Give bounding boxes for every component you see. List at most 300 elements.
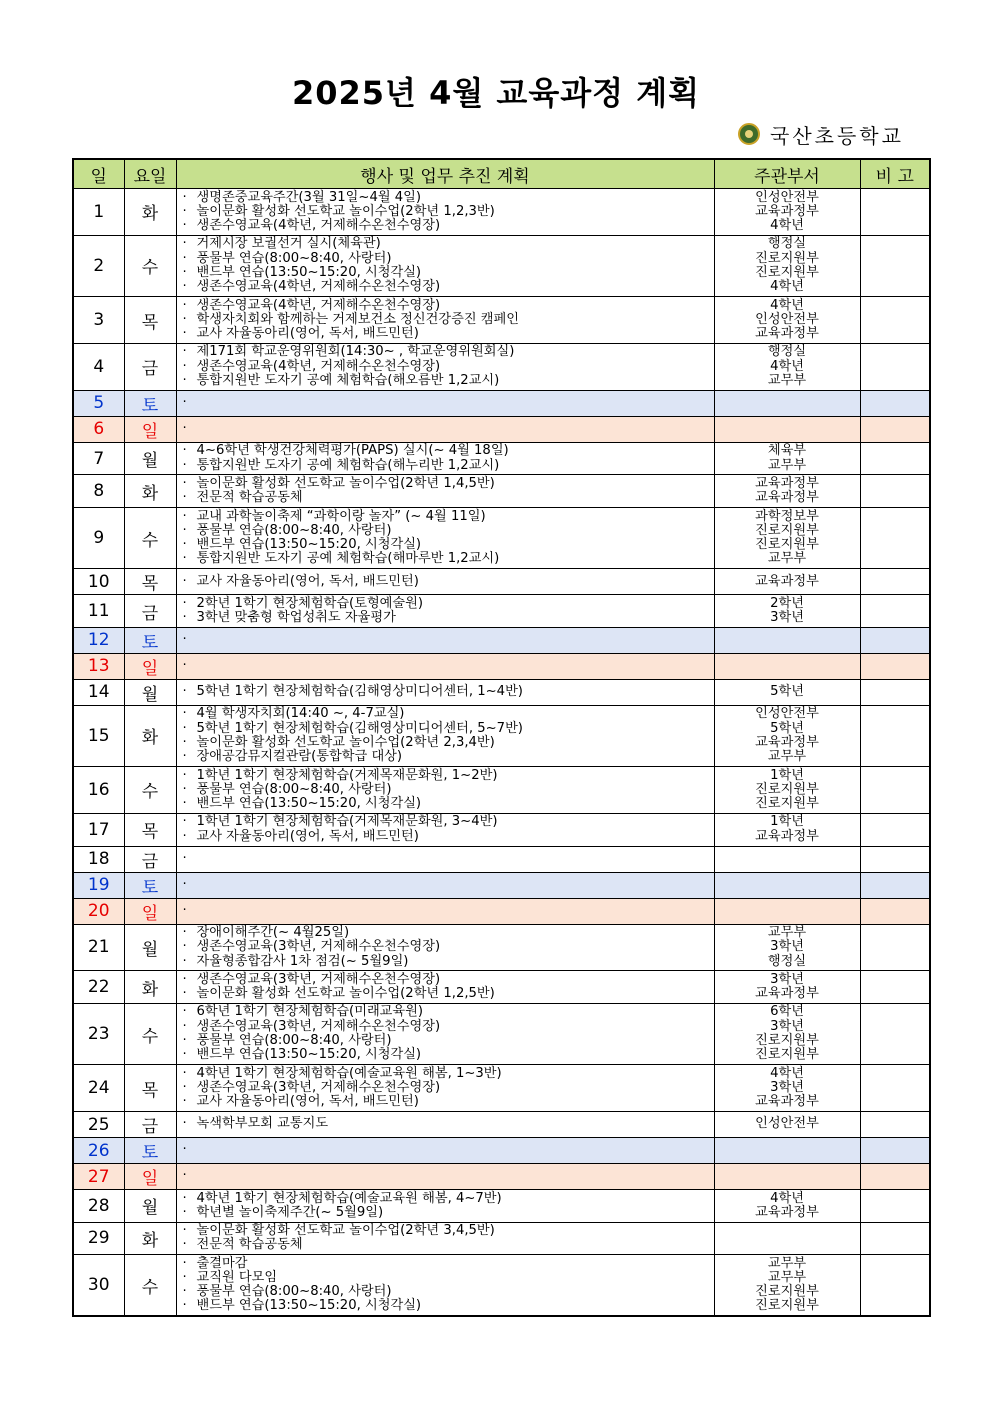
- weekday-cell: 토: [124, 390, 176, 416]
- events-cell: [176, 508, 714, 569]
- department-cell: [714, 416, 860, 442]
- note-cell: [860, 898, 930, 924]
- day-cell: 1: [73, 189, 124, 236]
- events-cell: [176, 627, 714, 653]
- department-item: 교육과정부: [755, 828, 819, 844]
- events-cell: [176, 595, 714, 628]
- day-cell: 9: [73, 508, 124, 569]
- note-cell: [860, 1164, 930, 1190]
- department-cell: [714, 1112, 860, 1138]
- event-item: · 5학년 1학기 현장체험학습(김해영상미디어센터, 1~4반): [183, 685, 714, 699]
- department-item: [715, 1238, 860, 1252]
- weekday-cell: 월: [124, 1190, 176, 1223]
- department-item: 행정실: [767, 344, 807, 360]
- department-item: 진로지원부: [755, 796, 819, 812]
- table-row: [73, 1255, 930, 1316]
- department-item: 교무부: [767, 551, 807, 567]
- department-cell: [714, 1255, 860, 1316]
- event-item: [183, 1143, 714, 1157]
- note-cell: [860, 442, 930, 475]
- school-emblem-icon: [738, 123, 760, 145]
- note-cell: [860, 297, 930, 344]
- event-item: · 1학년 1학기 현장체험학습(거제목재문화원, 1~2반): [183, 769, 714, 783]
- day-cell: 23: [73, 1003, 124, 1064]
- day-cell: 17: [73, 813, 124, 846]
- day-cell: 27: [73, 1164, 124, 1190]
- events-cell: [176, 705, 714, 766]
- table-row: [73, 1065, 930, 1112]
- events-cell: [176, 235, 714, 296]
- event-item: · 통합지원반 도자기 공예 체험학습(해오름반 1,2교시): [183, 374, 714, 388]
- department-cell: [714, 442, 860, 475]
- event-item: · 풍물부 연습(8:00~8:40, 사랑터): [183, 252, 714, 266]
- event-item: · 밴드부 연습(13:50~15:20, 시청각실): [183, 266, 714, 280]
- department-item: [715, 1143, 860, 1157]
- department-item: 1학년: [770, 814, 804, 830]
- table-row: [73, 924, 930, 971]
- department-item: 6학년: [770, 1004, 804, 1020]
- event-item: · 교내 과학놀이축제 “과학이랑 놀자” (~ 4월 11일): [183, 510, 714, 524]
- events-cell: [176, 924, 714, 971]
- event-item: · 생존수영교육(4학년, 거제해수온천수영장): [183, 299, 714, 313]
- department-item: 진로지원부: [755, 1284, 819, 1300]
- department-item: 체육부: [767, 443, 807, 459]
- event-item: · 생존수영교육(4학년, 거제해수온천수영장): [183, 360, 714, 374]
- weekday-cell: 수: [124, 235, 176, 296]
- department-item: 4학년: [770, 1190, 804, 1206]
- table-row: [73, 1003, 930, 1064]
- department-item: 3학년: [770, 939, 804, 955]
- department-cell: [714, 1138, 860, 1164]
- day-cell: 6: [73, 416, 124, 442]
- table-row: [73, 1222, 930, 1255]
- events-cell: [176, 1222, 714, 1255]
- event-item: · 통합지원반 도자기 공예 체험학습(해누리반 1,2교시): [183, 459, 714, 473]
- department-cell: [714, 189, 860, 236]
- event-item: · 놀이문화 활성화 선도학교 놀이수업(2학년 1,4,5반): [183, 477, 714, 491]
- note-cell: [860, 1065, 930, 1112]
- event-item: [183, 659, 714, 673]
- event-item: [183, 633, 714, 647]
- weekday-cell: 금: [124, 1112, 176, 1138]
- event-item: · 풍물부 연습(8:00~8:40, 사랑터): [183, 1034, 714, 1048]
- events-cell: [176, 297, 714, 344]
- weekday-cell: 목: [124, 813, 176, 846]
- events-cell: [176, 971, 714, 1004]
- department-item: 3학년: [770, 971, 804, 987]
- day-cell: 2: [73, 235, 124, 296]
- note-cell: [860, 1222, 930, 1255]
- note-cell: [860, 924, 930, 971]
- day-cell: 11: [73, 595, 124, 628]
- department-item: [715, 1224, 860, 1238]
- department-item: 교육과정부: [755, 734, 819, 750]
- department-item: 4학년: [770, 358, 804, 374]
- day-cell: 20: [73, 898, 124, 924]
- events-cell: [176, 813, 714, 846]
- day-cell: 18: [73, 846, 124, 872]
- day-cell: 7: [73, 442, 124, 475]
- department-cell: [714, 475, 860, 508]
- department-cell: [714, 235, 860, 296]
- table-row: [73, 679, 930, 705]
- weekday-cell: 토: [124, 627, 176, 653]
- event-item: · 밴드부 연습(13:50~15:20, 시청각실): [183, 538, 714, 552]
- events-cell: [176, 475, 714, 508]
- table-row: [73, 569, 930, 595]
- weekday-cell: 목: [124, 1065, 176, 1112]
- note-cell: [860, 569, 930, 595]
- header-events: 행사 및 업무 추진 계획: [176, 159, 714, 189]
- events-cell: [176, 1255, 714, 1316]
- day-cell: 5: [73, 390, 124, 416]
- table-row: [73, 767, 930, 814]
- event-item: [183, 396, 714, 410]
- event-item: · 생존수영교육(4학년, 거제해수온천수영장): [183, 219, 714, 233]
- day-cell: 19: [73, 872, 124, 898]
- note-cell: [860, 475, 930, 508]
- department-item: 행정실: [767, 953, 807, 969]
- department-cell: [714, 390, 860, 416]
- department-item: 인성안전부: [755, 189, 819, 205]
- department-item: 교육과정부: [755, 1094, 819, 1110]
- events-cell: [176, 416, 714, 442]
- table-row: [73, 1138, 930, 1164]
- header-day: 일: [73, 159, 124, 189]
- department-item: 교무부: [767, 1255, 807, 1271]
- note-cell: [860, 1190, 930, 1223]
- event-item: · 녹색학부모회 교통지도: [183, 1117, 714, 1131]
- note-cell: [860, 1255, 930, 1316]
- events-cell: [176, 390, 714, 416]
- event-item: · 풍물부 연습(8:00~8:40, 사랑터): [183, 783, 714, 797]
- table-row: [73, 595, 930, 628]
- department-cell: [714, 767, 860, 814]
- department-item: 진로지원부: [755, 1033, 819, 1049]
- note-cell: [860, 1138, 930, 1164]
- department-item: 교무부: [767, 373, 807, 389]
- day-cell: 15: [73, 705, 124, 766]
- department-cell: [714, 297, 860, 344]
- table-row: [73, 343, 930, 390]
- events-cell: [176, 1065, 714, 1112]
- table-row: [73, 872, 930, 898]
- weekday-cell: 화: [124, 189, 176, 236]
- event-item: · 자율형종합감사 1차 점검(~ 5월9일): [183, 955, 714, 969]
- day-cell: 30: [73, 1255, 124, 1316]
- department-cell: [714, 508, 860, 569]
- department-cell: [714, 595, 860, 628]
- table-row: [73, 189, 930, 236]
- weekday-cell: 수: [124, 508, 176, 569]
- day-cell: 16: [73, 767, 124, 814]
- department-item: 4학년: [770, 218, 804, 234]
- weekday-cell: 토: [124, 1138, 176, 1164]
- events-cell: [176, 1003, 714, 1064]
- weekday-cell: 금: [124, 846, 176, 872]
- department-item: [715, 422, 860, 436]
- department-item: 진로지원부: [755, 1298, 819, 1314]
- note-cell: [860, 1003, 930, 1064]
- department-item: 3학년: [770, 610, 804, 626]
- weekday-cell: 화: [124, 1222, 176, 1255]
- department-item: 교무부: [767, 1269, 807, 1285]
- department-cell: [714, 872, 860, 898]
- department-item: 진로지원부: [755, 264, 819, 280]
- day-cell: 8: [73, 475, 124, 508]
- department-item: 과학정보부: [755, 508, 819, 524]
- event-item: · 4월 학생자치회(14:40 ~, 4-7교실): [183, 707, 714, 721]
- event-item: · 놀이문화 활성화 선도학교 놀이수업(2학년 2,3,4반): [183, 736, 714, 750]
- department-cell: [714, 924, 860, 971]
- event-item: · 밴드부 연습(13:50~15:20, 시청각실): [183, 1299, 714, 1313]
- weekday-cell: 일: [124, 1164, 176, 1190]
- weekday-cell: 수: [124, 1003, 176, 1064]
- weekday-cell: 일: [124, 416, 176, 442]
- weekday-cell: 목: [124, 297, 176, 344]
- table-row: [73, 1112, 930, 1138]
- schedule-body: [73, 189, 930, 1316]
- note-cell: [860, 767, 930, 814]
- department-item: 4학년: [770, 297, 804, 313]
- note-cell: [860, 343, 930, 390]
- department-item: 2학년: [770, 595, 804, 611]
- events-cell: [176, 846, 714, 872]
- events-cell: [176, 653, 714, 679]
- event-item: [183, 1169, 714, 1183]
- event-item: · 2학년 1학기 현장체험학습(토형예술원): [183, 597, 714, 611]
- department-item: [715, 904, 860, 918]
- school-label: [738, 120, 904, 148]
- weekday-cell: 수: [124, 1255, 176, 1316]
- event-item: · 거제시장 보궐선거 실시(체육관): [183, 237, 714, 251]
- note-cell: [860, 679, 930, 705]
- department-item: 진로지원부: [755, 250, 819, 266]
- table-row: [73, 1164, 930, 1190]
- page-title: 2025년 4월 교육과정 계획: [291, 74, 701, 112]
- note-cell: [860, 189, 930, 236]
- schedule-table: [72, 158, 931, 1317]
- department-item: 3학년: [770, 1079, 804, 1095]
- events-cell: [176, 679, 714, 705]
- department-item: 인성안전부: [755, 311, 819, 327]
- table-row: [73, 653, 930, 679]
- department-item: 5학년: [770, 720, 804, 736]
- events-cell: [176, 189, 714, 236]
- department-cell: [714, 1222, 860, 1255]
- event-item: · 3학년 맞춤형 학업성취도 자율평가: [183, 611, 714, 625]
- event-item: · 제171회 학교운영위원회(14:30~ , 학교운영위원회실): [183, 345, 714, 359]
- event-item: · 6학년 1학기 현장체험학습(미래교육원): [183, 1005, 714, 1019]
- department-cell: [714, 653, 860, 679]
- department-item: 교육과정부: [755, 203, 819, 219]
- department-item: 교육과정부: [755, 1204, 819, 1220]
- weekday-cell: 화: [124, 971, 176, 1004]
- table-header-row: [73, 159, 930, 189]
- event-item: · 풍물부 연습(8:00~8:40, 사랑터): [183, 1285, 714, 1299]
- department-item: 인성안전부: [755, 706, 819, 722]
- department-item: [715, 1169, 860, 1183]
- day-cell: 29: [73, 1222, 124, 1255]
- event-item: · 놀이문화 활성화 선도학교 놀이수업(2학년 1,2,5반): [183, 987, 714, 1001]
- weekday-cell: 월: [124, 679, 176, 705]
- day-cell: 28: [73, 1190, 124, 1223]
- event-item: · 놀이문화 활성화 선도학교 놀이수업(2학년 1,2,3반): [183, 205, 714, 219]
- events-cell: [176, 569, 714, 595]
- event-item: · 놀이문화 활성화 선도학교 놀이수업(2학년 3,4,5반): [183, 1224, 714, 1238]
- event-item: · 출결마감: [183, 1257, 714, 1271]
- note-cell: [860, 813, 930, 846]
- note-cell: [860, 872, 930, 898]
- event-item: · 생존수영교육(3학년, 거제해수온천수영장): [183, 1020, 714, 1034]
- note-cell: [860, 235, 930, 296]
- table-row: [73, 416, 930, 442]
- table-row: [73, 705, 930, 766]
- weekday-cell: 목: [124, 569, 176, 595]
- day-cell: 14: [73, 679, 124, 705]
- event-item: · 생명존중교육주간(3월 31일~4월 4일): [183, 191, 714, 205]
- event-item: · 교사 자율동아리(영어, 독서, 배드민턴): [183, 575, 714, 589]
- department-item: 진로지원부: [755, 522, 819, 538]
- weekday-cell: 화: [124, 475, 176, 508]
- note-cell: [860, 846, 930, 872]
- department-cell: [714, 846, 860, 872]
- event-item: · 전문적 학습공동체: [183, 491, 714, 505]
- header-dept: 주관부서: [714, 159, 860, 189]
- note-cell: [860, 971, 930, 1004]
- department-cell: [714, 343, 860, 390]
- note-cell: [860, 508, 930, 569]
- event-item: · 학생자치회와 함께하는 거제보건소 정신건강증진 캠페인: [183, 313, 714, 327]
- events-cell: [176, 343, 714, 390]
- event-item: · 밴드부 연습(13:50~15:20, 시청각실): [183, 1048, 714, 1062]
- note-cell: [860, 1112, 930, 1138]
- department-cell: [714, 971, 860, 1004]
- department-item: 5학년: [770, 684, 804, 700]
- event-item: · 4학년 1학기 현장체험학습(예술교육원 해봄, 1~3반): [183, 1067, 714, 1081]
- department-item: 교무부: [767, 749, 807, 765]
- note-cell: [860, 705, 930, 766]
- day-cell: 21: [73, 924, 124, 971]
- department-cell: [714, 705, 860, 766]
- department-item: 교육과정부: [755, 326, 819, 342]
- note-cell: [860, 390, 930, 416]
- note-cell: [860, 627, 930, 653]
- table-row: [73, 475, 930, 508]
- department-cell: [714, 1065, 860, 1112]
- table-row: [73, 971, 930, 1004]
- day-cell: 12: [73, 627, 124, 653]
- table-row: [73, 846, 930, 872]
- department-item: 3학년: [770, 1018, 804, 1034]
- event-item: · 생존수영교육(3학년, 거제해수온천수영장): [183, 940, 714, 954]
- event-item: [183, 878, 714, 892]
- weekday-cell: 토: [124, 872, 176, 898]
- department-item: 교육과정부: [755, 475, 819, 491]
- header-note: 비 고: [860, 159, 930, 189]
- events-cell: [176, 1112, 714, 1138]
- note-cell: [860, 416, 930, 442]
- department-item: 인성안전부: [755, 1116, 819, 1132]
- weekday-cell: 월: [124, 924, 176, 971]
- event-item: · 학년별 놀이축제주간(~ 5월9일): [183, 1206, 714, 1220]
- department-item: 교무부: [767, 457, 807, 473]
- table-row: [73, 235, 930, 296]
- note-cell: [860, 653, 930, 679]
- events-cell: [176, 1138, 714, 1164]
- event-item: · 장애이해주간(~ 4월25일): [183, 926, 714, 940]
- day-cell: 3: [73, 297, 124, 344]
- weekday-cell: 월: [124, 442, 176, 475]
- event-item: · 1학년 1학기 현장체험학습(거제목재문화원, 3~4반): [183, 815, 714, 829]
- event-item: · 4~6학년 학생건강체력평가(PAPS) 실시(~ 4월 18일): [183, 444, 714, 458]
- department-item: [715, 633, 860, 647]
- weekday-cell: 일: [124, 653, 176, 679]
- weekday-cell: 금: [124, 343, 176, 390]
- day-cell: 25: [73, 1112, 124, 1138]
- event-item: [183, 422, 714, 436]
- table-row: [73, 442, 930, 475]
- department-item: [715, 878, 860, 892]
- day-cell: 10: [73, 569, 124, 595]
- department-cell: [714, 1003, 860, 1064]
- weekday-cell: 금: [124, 595, 176, 628]
- note-cell: [860, 595, 930, 628]
- department-item: 1학년: [770, 767, 804, 783]
- event-item: [183, 904, 714, 918]
- department-cell: [714, 898, 860, 924]
- event-item: [183, 852, 714, 866]
- event-item: · 생존수영교육(4학년, 거제해수온천수영장): [183, 280, 714, 294]
- department-item: 행정실: [767, 236, 807, 252]
- day-cell: 24: [73, 1065, 124, 1112]
- department-item: 4학년: [770, 279, 804, 295]
- department-item: [715, 852, 860, 866]
- event-item: · 전문적 학습공동체: [183, 1238, 714, 1252]
- event-item: · 교직원 다모임: [183, 1271, 714, 1285]
- department-item: [715, 396, 860, 410]
- table-row: [73, 627, 930, 653]
- weekday-cell: 화: [124, 705, 176, 766]
- day-cell: 13: [73, 653, 124, 679]
- table-row: [73, 1190, 930, 1223]
- events-cell: [176, 872, 714, 898]
- department-cell: [714, 813, 860, 846]
- department-cell: [714, 1190, 860, 1223]
- events-cell: [176, 442, 714, 475]
- school-name: 국산초등학교: [770, 123, 904, 148]
- events-cell: [176, 1190, 714, 1223]
- event-item: · 교사 자율동아리(영어, 독서, 배드민턴): [183, 1095, 714, 1109]
- table-row: [73, 390, 930, 416]
- event-item: · 풍물부 연습(8:00~8:40, 사랑터): [183, 524, 714, 538]
- department-item: 교육과정부: [755, 986, 819, 1002]
- department-cell: [714, 1164, 860, 1190]
- table-row: [73, 297, 930, 344]
- department-item: 교육과정부: [755, 573, 819, 589]
- department-cell: [714, 627, 860, 653]
- weekday-cell: 수: [124, 767, 176, 814]
- events-cell: [176, 898, 714, 924]
- department-item: 교육과정부: [755, 490, 819, 506]
- event-item: · 생존수영교육(3학년, 거제해수온천수영장): [183, 1081, 714, 1095]
- department-item: 교무부: [767, 925, 807, 940]
- event-item: · 4학년 1학기 현장체험학습(예술교육원 해봄, 4~7반): [183, 1192, 714, 1206]
- events-cell: [176, 767, 714, 814]
- department-item: 진로지원부: [755, 781, 819, 797]
- day-cell: 26: [73, 1138, 124, 1164]
- department-item: 진로지원부: [755, 537, 819, 553]
